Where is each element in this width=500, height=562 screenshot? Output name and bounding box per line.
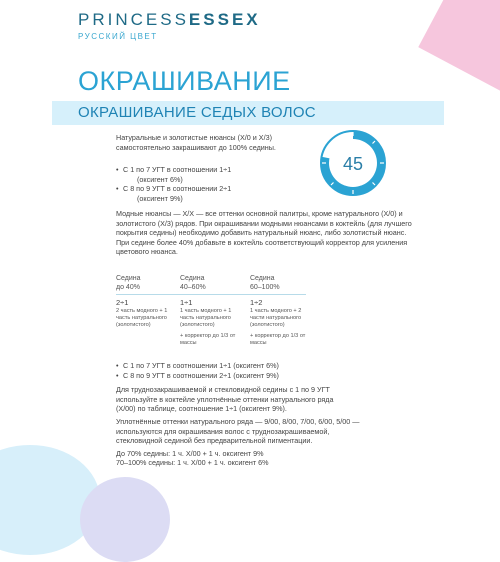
bullet-item: • С 8 по 9 УГТ в соотношении 2÷1 (оксигент 9%) (116, 371, 416, 381)
intro-paragraph: Натуральные и золотистые нюансы (X/0 и X/3) самостоятельно закрашивают до 100% седины. (116, 133, 276, 152)
table-column-60-100: Седина 60–100% 1÷2 1 часть модного + 2 части натурального (золотистого) + корректор до 1/3 от массы (250, 275, 306, 347)
bullet-item: • С 1 по 7 УГТ в соотношении 1÷1 (оксигент 6%) (116, 165, 316, 184)
brand-tagline: РУССКИЙ ЦВЕТ (78, 32, 158, 41)
lower-bullets (116, 361, 416, 380)
table-column-up-to-40: Седина до 40% 2÷1 2 часть модного + 1 часть натурального (золотистого) (116, 275, 168, 329)
lilac-decor-blob (80, 477, 170, 562)
fashion-shades-paragraph: Модные нюансы — X/X — все оттенки основной палитры, кроме натурального (X/0) и золотистого (X/3) рядов. При окрашивании модными нюансами в коктейль (для лучшего покрытия седины) необходимо добавить натуральный нюанс, либо золотистый нюанс. При седине более 40% добавьте в коктейль соответствующий корректор для усиления цветового нюанса. (116, 209, 412, 257)
table-column-40-60: Седина 40–60% 1÷1 1 часть модного + 1 часть натурального (золотистого) + корректор до 1/3 от массы (180, 275, 236, 347)
table-separator (116, 294, 306, 295)
timer-value: 45 (342, 154, 364, 174)
intro-bullets (116, 165, 316, 203)
brand-name: PRINCESSESSEX (78, 10, 261, 29)
timer-clock-icon (318, 128, 388, 198)
dense-shades-paragraph: Уплотнённые оттенки натурального ряда — 9/00, 8/00, 7/00, 6/00, 5/00 — используются для окрашивания волос с труднозакрашиваемой, стекловидной сединой без предварительной пигментации. (116, 417, 360, 446)
recipe-line-2: 70–100% седины: 1 ч. X/00 + 1 ч. оксигент 6% (116, 458, 269, 467)
pink-decor-shape (418, 0, 500, 92)
recipe-line-1: До 70% седины: 1 ч. X/00 + 1 ч. оксигент 9% (116, 449, 264, 458)
bullet-item: • С 8 по 9 УГТ в соотношении 2÷1 (оксигент 9%) (116, 184, 316, 203)
brand-logo (78, 10, 261, 41)
page-title: ОКРАШИВАНИЕ (78, 66, 291, 96)
page-subtitle: ОКРАШИВАНИЕ СЕДЫХ ВОЛОС (78, 104, 316, 121)
hard-gray-paragraph: Для труднозакрашиваемой и стекловидной седины с 1 по 9 УГТ используйте в коктейле уплотнённые оттенки натурального ряда (X/00) по таблице, соотношение 1÷1 (оксигент 9%). (116, 385, 334, 414)
bullet-item: • С 1 по 7 УГТ в соотношении 1÷1 (оксигент 6%) (116, 361, 416, 371)
